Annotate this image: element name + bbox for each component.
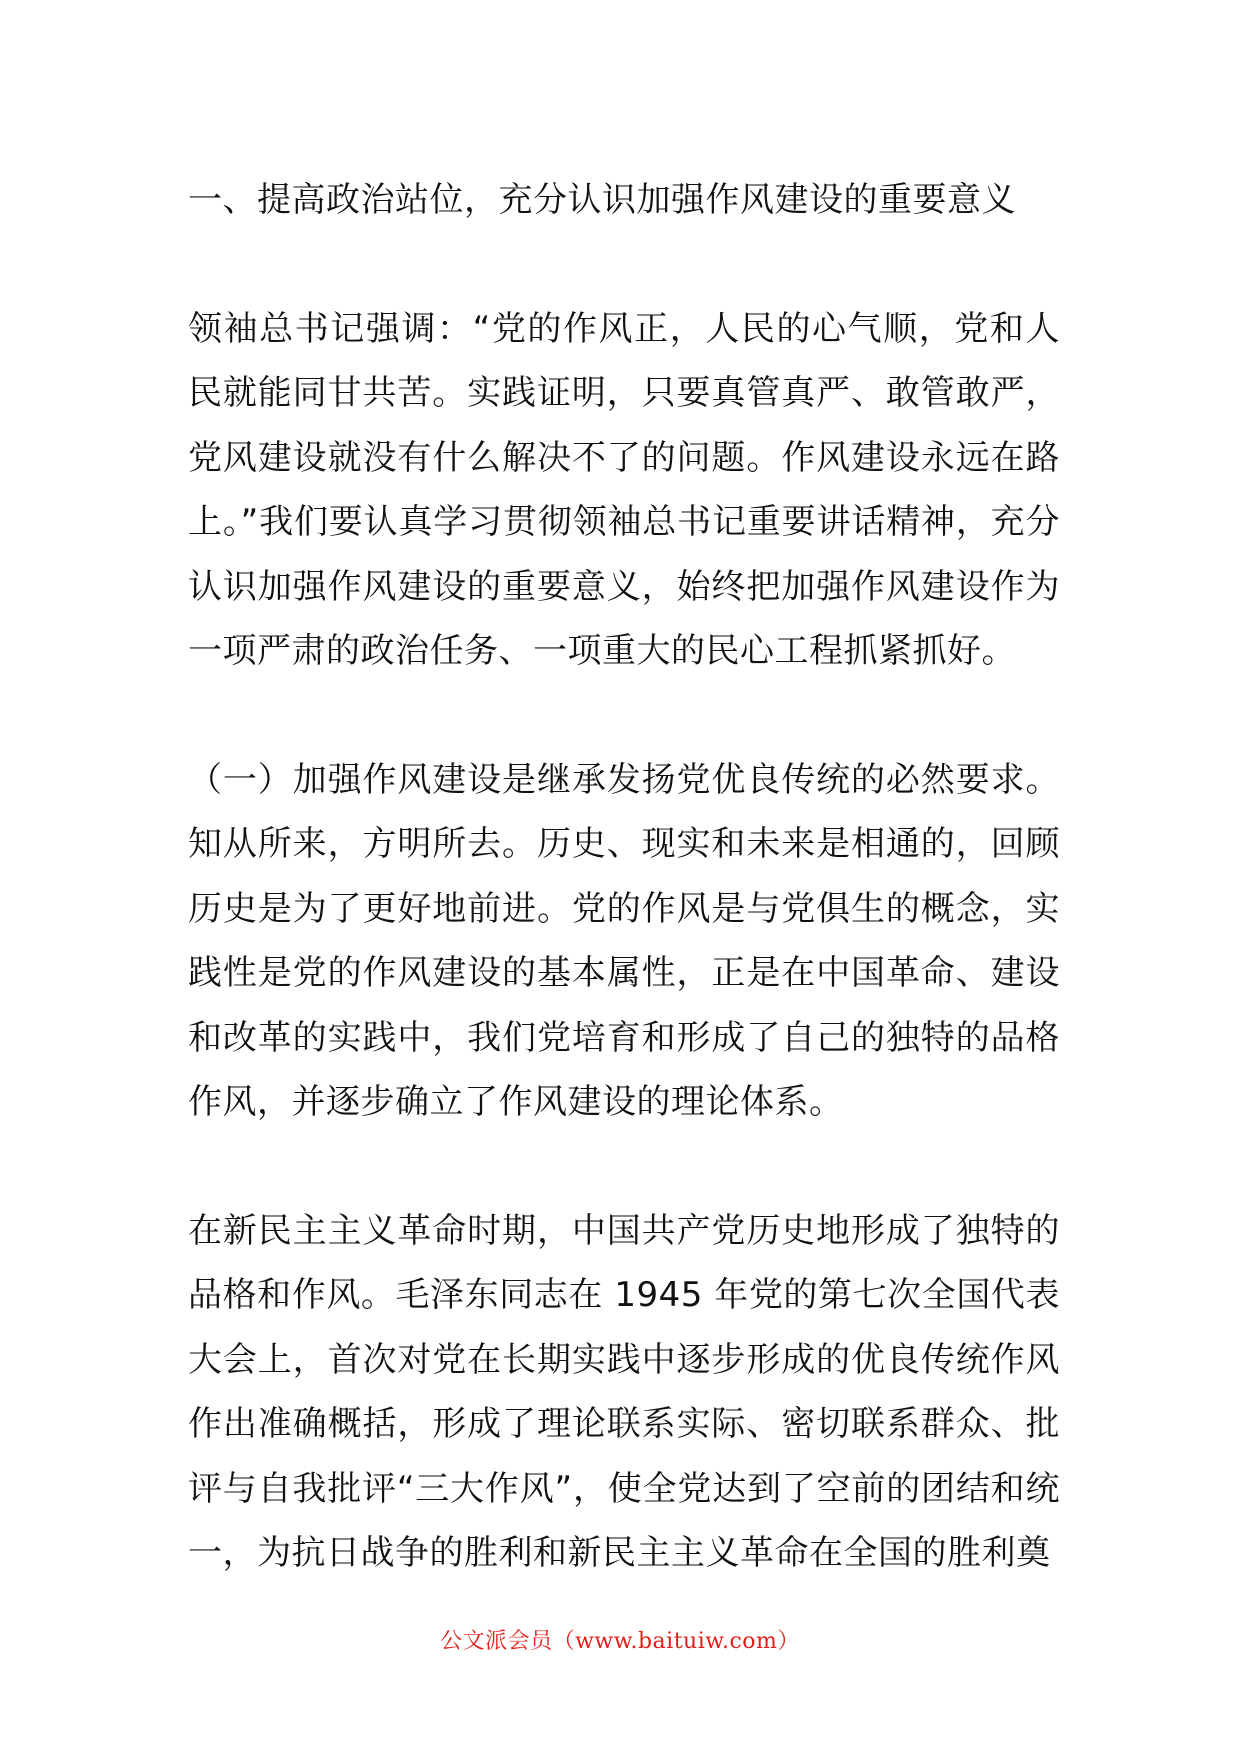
paragraph-3: 在新民主主义革命时期，中国共产党历史地形成了独特的品格和作风。毛泽东同志在 1945 年党的第七次全国代表大会上，首次对党在长期实践中逐步形成的优良传统作风作出准确概括，形成了理论联系实际、密切联系群众、批评与自我批评“三大作风”，使全党达到了空前的团结和统一，为抗日战争的胜利和新民主主义革命在全国的胜利奠 [188,1210,1060,1573]
paragraph-1: 领袖总书记强调：“党的作风正，人民的心气顺，党和人民就能同甘共苦。实践证明，只要真管真严、敢管敢严，党风建设就没有什么解决不了的问题。作风建设永远在路上。”我们要认真学习贯彻领袖总书记重要讲话精神，充分认识加强作风建设的重要意义，始终把加强作风建设作为一项严肃的政治任务、一项重大的民心工程抓紧抓好。 [188,308,1060,671]
document-body [188,168,1060,1586]
paragraph-2: （一）加强作风建设是继承发扬党优良传统的必然要求。知从所来，方明所去。历史、现实和未来是相通的，回顾历史是为了更好地前进。党的作风是与党俱生的概念，实践性是党的作风建设的基本属性，正是在中国革命、建设和改革的实践中，我们党培育和形成了自己的独特的品格作风，并逐步确立了作风建设的理论体系。 [188,759,1060,1122]
section-heading: 一、提高政治站位，充分认识加强作风建设的重要意义 [188,180,1016,220]
footer-watermark: 公文派会员（www.baituiw.com） [440,1629,800,1654]
